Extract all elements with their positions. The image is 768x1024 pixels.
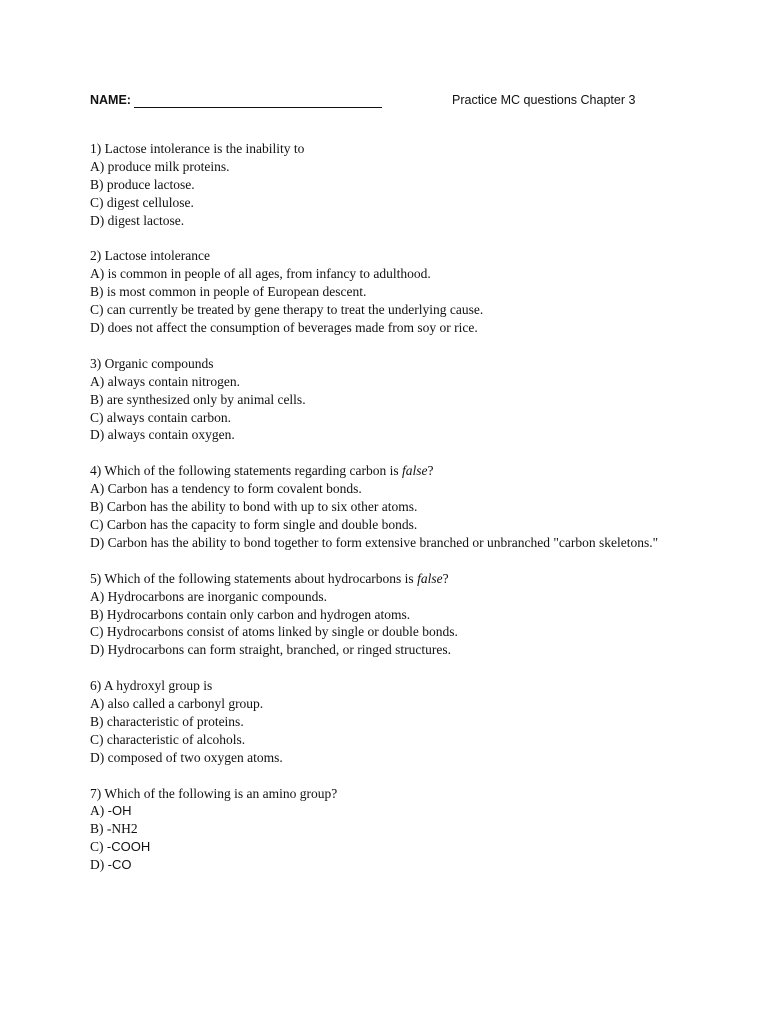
option-value: -CO [107,857,132,873]
answer-option-a: A) Carbon has a tendency to form covalent bonds. [90,481,362,497]
question-7 [90,785,690,875]
option-value: -COOH [106,839,151,855]
question-stem: 3) Organic compounds [90,355,214,371]
option-letter: A) [90,803,108,819]
answer-option-c: C) can currently be treated by gene therapy to treat the underlying cause. [90,302,484,318]
answer-option-c: C) always contain carbon. [90,409,231,425]
answer-option-d: D) does not affect the consumption of beverages made from soy or rice. [90,320,478,336]
answer-option-d: D) composed of two oxygen atoms. [90,749,283,765]
question-6 [90,677,690,767]
answer-option-a [90,802,690,820]
answer-option-d: D) Hydrocarbons can form straight, branched, or ringed structures. [90,642,452,658]
answer-option-d: D) digest lactose. [90,212,185,228]
answer-option-b: B) characteristic of proteins. [90,713,244,729]
emphasis-text: false [417,570,443,586]
page-header [90,93,650,113]
emphasis-text: false [402,463,428,479]
answer-option-c: C) digest cellulose. [90,194,194,210]
answer-option-c: C) Hydrocarbons consist of atoms linked by single or double bonds. [90,624,458,640]
answer-option-d: D) Carbon has the ability to bond together to form extensive branched or unbranched "carbon skeletons." [90,534,659,550]
option-value: -OH [107,803,132,819]
answer-option-a: A) produce milk proteins. [90,158,230,174]
answer-option-d [90,856,690,874]
question-stem: 2) Lactose intolerance [90,248,210,264]
question-4 [90,462,690,552]
option-letter: B) [90,821,107,837]
answer-option-c [90,838,690,856]
question-stem [90,462,690,480]
answer-option-b: B) are synthesized only by animal cells. [90,391,306,407]
name-blank-line [134,107,382,108]
name-label: NAME: [90,93,131,107]
question-1 [90,140,690,230]
question-stem: 7) Which of the following is an amino group? [90,785,338,801]
option-letter: C) [90,839,107,855]
question-stem: 1) Lactose intolerance is the inability to [90,141,305,156]
question-stem-end: ? [427,463,434,479]
answer-option-a: A) also called a carbonyl group. [90,696,264,712]
answer-option-b: B) produce lactose. [90,176,195,192]
option-letter: D) [90,857,108,873]
answer-option-c: C) Carbon has the capacity to form single and double bonds. [90,516,418,532]
answer-option-b: B) is most common in people of European descent. [90,284,367,300]
question-stem-end: ? [442,570,449,586]
question-5 [90,570,690,660]
question-list [90,140,690,892]
answer-option-c: C) characteristic of alcohols. [90,731,246,747]
question-2 [90,247,690,337]
question-stem: 6) A hydroxyl group is [90,678,213,694]
option-value: -NH2 [106,821,138,837]
answer-option-a: A) always contain nitrogen. [90,373,240,389]
answer-option-d: D) always contain oxygen. [90,427,235,443]
question-stem [90,570,690,588]
answer-option-a: A) is common in people of all ages, from infancy to adulthood. [90,266,431,282]
question-stem-text: 5) Which of the following statements about hydrocarbons is [90,570,418,586]
answer-option-b: B) Carbon has the ability to bond with up to six other atoms. [90,499,418,515]
document-title: Practice MC questions Chapter 3 [452,93,636,107]
answer-option-b: B) Hydrocarbons contain only carbon and hydrogen atoms. [90,606,411,622]
answer-option-b [90,820,690,838]
question-3 [90,355,690,445]
question-stem-text: 4) Which of the following statements regarding carbon is [90,463,403,479]
answer-option-a: A) Hydrocarbons are inorganic compounds. [90,588,328,604]
